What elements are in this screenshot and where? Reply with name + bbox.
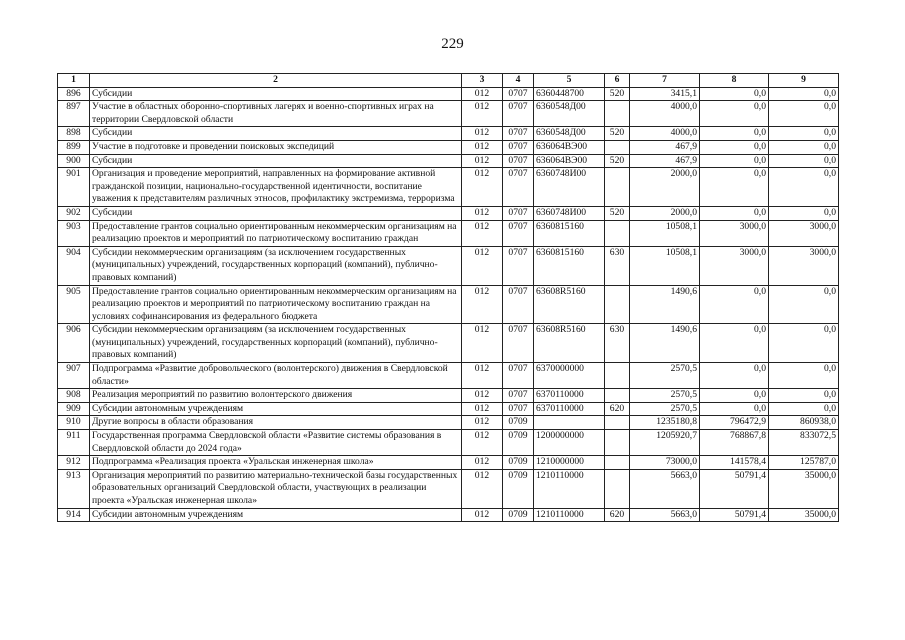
row-value-8: 0,0 bbox=[700, 402, 769, 416]
col-header-2: 2 bbox=[90, 74, 462, 88]
row-code-4: 0707 bbox=[503, 168, 534, 207]
row-code-3: 012 bbox=[462, 430, 503, 456]
row-number: 905 bbox=[58, 285, 90, 324]
row-number: 903 bbox=[58, 220, 90, 246]
row-number: 909 bbox=[58, 402, 90, 416]
row-value-8: 768867,8 bbox=[700, 430, 769, 456]
row-value-7: 4000,0 bbox=[630, 127, 700, 141]
row-name: Подпрограмма «Развитие добровольческого (волонтерского) движения в Свердловской области» bbox=[90, 363, 462, 389]
col-header-4: 4 bbox=[503, 74, 534, 88]
table-row bbox=[58, 154, 839, 168]
table-row bbox=[58, 469, 839, 508]
row-code-5: 1210000000 bbox=[534, 456, 605, 470]
row-value-7: 73000,0 bbox=[630, 456, 700, 470]
row-code-5: 6370110000 bbox=[534, 389, 605, 403]
row-name: Субсидии bbox=[90, 154, 462, 168]
row-value-8: 0,0 bbox=[700, 87, 769, 101]
row-code-5: 6360548Д00 bbox=[534, 127, 605, 141]
row-code-6 bbox=[605, 456, 630, 470]
table-row bbox=[58, 324, 839, 363]
row-value-7: 4000,0 bbox=[630, 101, 700, 127]
row-number: 906 bbox=[58, 324, 90, 363]
row-code-5: 636064ВЭ00 bbox=[534, 154, 605, 168]
row-value-8: 0,0 bbox=[700, 154, 769, 168]
row-code-6: 520 bbox=[605, 127, 630, 141]
row-code-4: 0707 bbox=[503, 206, 534, 220]
row-value-7: 2570,5 bbox=[630, 402, 700, 416]
row-code-6: 520 bbox=[605, 154, 630, 168]
row-value-8: 0,0 bbox=[700, 206, 769, 220]
budget-table bbox=[57, 73, 839, 522]
row-code-3: 012 bbox=[462, 140, 503, 154]
row-number: 907 bbox=[58, 363, 90, 389]
row-value-7: 1490,6 bbox=[630, 285, 700, 324]
row-value-9: 0,0 bbox=[769, 87, 839, 101]
row-value-8: 0,0 bbox=[700, 101, 769, 127]
row-name: Организация мероприятий по развитию материально-технической базы государственных образовательных организаций Свердловской области, участвующих в реализации проекта «Уральская инженерная школа» bbox=[90, 469, 462, 508]
row-name: Субсидии bbox=[90, 87, 462, 101]
row-code-5: 6370110000 bbox=[534, 402, 605, 416]
row-code-5: 63608R5160 bbox=[534, 285, 605, 324]
col-header-9: 9 bbox=[769, 74, 839, 88]
table-row bbox=[58, 206, 839, 220]
col-header-6: 6 bbox=[605, 74, 630, 88]
row-code-6 bbox=[605, 168, 630, 207]
row-code-4: 0707 bbox=[503, 127, 534, 141]
row-value-9: 0,0 bbox=[769, 285, 839, 324]
row-code-6: 620 bbox=[605, 508, 630, 522]
row-code-6: 630 bbox=[605, 246, 630, 285]
row-value-9: 860938,0 bbox=[769, 416, 839, 430]
row-code-3: 012 bbox=[462, 168, 503, 207]
row-code-3: 012 bbox=[462, 469, 503, 508]
table-row bbox=[58, 363, 839, 389]
row-code-3: 012 bbox=[462, 206, 503, 220]
table-row bbox=[58, 140, 839, 154]
row-number: 897 bbox=[58, 101, 90, 127]
row-value-7: 5663,0 bbox=[630, 508, 700, 522]
row-value-9: 0,0 bbox=[769, 363, 839, 389]
row-value-8: 0,0 bbox=[700, 140, 769, 154]
row-value-9: 0,0 bbox=[769, 402, 839, 416]
row-value-7: 467,9 bbox=[630, 140, 700, 154]
table-row bbox=[58, 101, 839, 127]
row-value-9: 0,0 bbox=[769, 140, 839, 154]
row-value-7: 467,9 bbox=[630, 154, 700, 168]
row-code-6 bbox=[605, 430, 630, 456]
row-value-8: 3000,0 bbox=[700, 220, 769, 246]
table-row bbox=[58, 456, 839, 470]
row-code-4: 0707 bbox=[503, 363, 534, 389]
table-row bbox=[58, 416, 839, 430]
row-code-5: 6370000000 bbox=[534, 363, 605, 389]
row-value-9: 125787,0 bbox=[769, 456, 839, 470]
row-code-6 bbox=[605, 220, 630, 246]
row-code-5: 63608R5160 bbox=[534, 324, 605, 363]
row-code-4: 0709 bbox=[503, 508, 534, 522]
row-name: Предоставление грантов социально ориентированным некоммерческим организациям на реализацию проектов и мероприятий по патриотическому воспитанию граждан на условиях софинансирования из федерального бюджета bbox=[90, 285, 462, 324]
row-value-7: 1205920,7 bbox=[630, 430, 700, 456]
row-code-4: 0707 bbox=[503, 140, 534, 154]
row-code-6: 520 bbox=[605, 87, 630, 101]
row-value-9: 0,0 bbox=[769, 101, 839, 127]
row-value-7: 5663,0 bbox=[630, 469, 700, 508]
col-header-3: 3 bbox=[462, 74, 503, 88]
row-code-5: 6360548Д00 bbox=[534, 101, 605, 127]
row-number: 900 bbox=[58, 154, 90, 168]
row-code-4: 0707 bbox=[503, 246, 534, 285]
table-header-row bbox=[58, 74, 839, 88]
row-code-4: 0709 bbox=[503, 456, 534, 470]
table-row bbox=[58, 87, 839, 101]
row-code-3: 012 bbox=[462, 246, 503, 285]
row-name: Субсидии некоммерческим организациям (за исключением государственных (муниципальных) учреждений, государственных корпораций (компаний), публично-правовых компаний) bbox=[90, 246, 462, 285]
row-value-7: 2000,0 bbox=[630, 168, 700, 207]
row-value-8: 50791,4 bbox=[700, 469, 769, 508]
row-code-4: 0707 bbox=[503, 324, 534, 363]
row-code-3: 012 bbox=[462, 324, 503, 363]
row-number: 898 bbox=[58, 127, 90, 141]
row-code-5: 6360815160 bbox=[534, 220, 605, 246]
row-code-6 bbox=[605, 101, 630, 127]
row-value-7: 2000,0 bbox=[630, 206, 700, 220]
row-code-5: 6360748И00 bbox=[534, 206, 605, 220]
row-code-6: 520 bbox=[605, 206, 630, 220]
row-number: 901 bbox=[58, 168, 90, 207]
row-code-6 bbox=[605, 389, 630, 403]
row-number: 902 bbox=[58, 206, 90, 220]
row-value-7: 1235180,8 bbox=[630, 416, 700, 430]
row-code-3: 012 bbox=[462, 154, 503, 168]
row-name: Субсидии автономным учреждениям bbox=[90, 508, 462, 522]
table-row bbox=[58, 285, 839, 324]
row-code-3: 012 bbox=[462, 416, 503, 430]
row-code-4: 0709 bbox=[503, 416, 534, 430]
row-value-9: 833072,5 bbox=[769, 430, 839, 456]
row-name: Другие вопросы в области образования bbox=[90, 416, 462, 430]
row-code-5 bbox=[534, 416, 605, 430]
row-code-4: 0707 bbox=[503, 220, 534, 246]
row-code-6 bbox=[605, 416, 630, 430]
row-number: 911 bbox=[58, 430, 90, 456]
row-value-8: 0,0 bbox=[700, 389, 769, 403]
row-number: 899 bbox=[58, 140, 90, 154]
row-code-5: 1210110000 bbox=[534, 469, 605, 508]
row-value-8: 0,0 bbox=[700, 363, 769, 389]
row-number: 913 bbox=[58, 469, 90, 508]
row-code-4: 0707 bbox=[503, 101, 534, 127]
row-code-5: 636064ВЭ00 bbox=[534, 140, 605, 154]
row-code-3: 012 bbox=[462, 285, 503, 324]
col-header-8: 8 bbox=[700, 74, 769, 88]
table-row bbox=[58, 389, 839, 403]
page-number: 229 bbox=[441, 36, 464, 52]
row-number: 908 bbox=[58, 389, 90, 403]
table-row bbox=[58, 168, 839, 207]
row-value-8: 0,0 bbox=[700, 127, 769, 141]
row-value-9: 0,0 bbox=[769, 389, 839, 403]
col-header-7: 7 bbox=[630, 74, 700, 88]
row-code-4: 0707 bbox=[503, 87, 534, 101]
row-value-9: 3000,0 bbox=[769, 220, 839, 246]
row-value-9: 0,0 bbox=[769, 127, 839, 141]
row-name: Субсидии bbox=[90, 127, 462, 141]
row-value-8: 141578,4 bbox=[700, 456, 769, 470]
table-row bbox=[58, 246, 839, 285]
row-code-3: 012 bbox=[462, 456, 503, 470]
row-code-6 bbox=[605, 285, 630, 324]
row-code-4: 0707 bbox=[503, 154, 534, 168]
row-code-4: 0707 bbox=[503, 285, 534, 324]
row-code-3: 012 bbox=[462, 363, 503, 389]
row-value-9: 35000,0 bbox=[769, 508, 839, 522]
row-value-7: 10508,1 bbox=[630, 246, 700, 285]
row-name: Подпрограмма «Реализация проекта «Уральская инженерная школа» bbox=[90, 456, 462, 470]
row-value-9: 0,0 bbox=[769, 324, 839, 363]
row-value-7: 1490,6 bbox=[630, 324, 700, 363]
row-code-6 bbox=[605, 363, 630, 389]
row-name: Субсидии bbox=[90, 206, 462, 220]
row-value-8: 0,0 bbox=[700, 324, 769, 363]
table-row bbox=[58, 127, 839, 141]
row-value-8: 796472,9 bbox=[700, 416, 769, 430]
row-number: 914 bbox=[58, 508, 90, 522]
col-header-1: 1 bbox=[58, 74, 90, 88]
row-value-7: 2570,5 bbox=[630, 389, 700, 403]
row-code-3: 012 bbox=[462, 87, 503, 101]
row-number: 896 bbox=[58, 87, 90, 101]
row-code-3: 012 bbox=[462, 127, 503, 141]
row-code-6: 630 bbox=[605, 324, 630, 363]
row-code-3: 012 bbox=[462, 389, 503, 403]
row-value-8: 0,0 bbox=[700, 168, 769, 207]
row-value-9: 0,0 bbox=[769, 154, 839, 168]
row-value-9: 0,0 bbox=[769, 206, 839, 220]
row-code-5: 6360748И00 bbox=[534, 168, 605, 207]
row-value-7: 2570,5 bbox=[630, 363, 700, 389]
row-name: Организация и проведение мероприятий, направленных на формирование активной гражданской позиции, национально-государственной идентичности, воспитание уважения к представителям различных этносов, профилактику экстремизма, терроризма bbox=[90, 168, 462, 207]
row-code-4: 0707 bbox=[503, 402, 534, 416]
table-row bbox=[58, 430, 839, 456]
row-value-9: 3000,0 bbox=[769, 246, 839, 285]
table-row bbox=[58, 220, 839, 246]
row-code-5: 6360815160 bbox=[534, 246, 605, 285]
table-row bbox=[58, 508, 839, 522]
row-value-7: 3415,1 bbox=[630, 87, 700, 101]
row-value-8: 3000,0 bbox=[700, 246, 769, 285]
row-value-9: 0,0 bbox=[769, 168, 839, 207]
col-header-5: 5 bbox=[534, 74, 605, 88]
row-code-5: 1200000000 bbox=[534, 430, 605, 456]
row-name: Субсидии автономным учреждениям bbox=[90, 402, 462, 416]
table-row bbox=[58, 402, 839, 416]
row-code-5: 1210110000 bbox=[534, 508, 605, 522]
row-value-9: 35000,0 bbox=[769, 469, 839, 508]
row-code-3: 012 bbox=[462, 101, 503, 127]
row-name: Участие в областных оборонно-спортивных лагерях и военно-спортивных играх на территории Свердловской области bbox=[90, 101, 462, 127]
row-code-5: 6360448700 bbox=[534, 87, 605, 101]
row-number: 910 bbox=[58, 416, 90, 430]
row-number: 904 bbox=[58, 246, 90, 285]
row-code-3: 012 bbox=[462, 508, 503, 522]
row-value-7: 10508,1 bbox=[630, 220, 700, 246]
row-name: Субсидии некоммерческим организациям (за исключением государственных (муниципальных) учреждений, государственных корпораций (компаний), публично-правовых компаний) bbox=[90, 324, 462, 363]
row-code-6: 620 bbox=[605, 402, 630, 416]
row-code-6 bbox=[605, 140, 630, 154]
table-body bbox=[58, 87, 839, 522]
row-name: Реализация мероприятий по развитию волонтерского движения bbox=[90, 389, 462, 403]
row-code-6 bbox=[605, 469, 630, 508]
row-name: Участие в подготовке и проведении поисковых экспедиций bbox=[90, 140, 462, 154]
row-code-4: 0709 bbox=[503, 469, 534, 508]
row-value-8: 50791,4 bbox=[700, 508, 769, 522]
row-value-8: 0,0 bbox=[700, 285, 769, 324]
row-name: Государственная программа Свердловской области «Развитие системы образования в Свердловской области до 2024 года» bbox=[90, 430, 462, 456]
row-name: Предоставление грантов социально ориентированным некоммерческим организациям на реализацию проектов и мероприятий по патриотическому воспитанию граждан bbox=[90, 220, 462, 246]
row-code-3: 012 bbox=[462, 220, 503, 246]
row-code-4: 0707 bbox=[503, 389, 534, 403]
row-code-4: 0709 bbox=[503, 430, 534, 456]
row-code-3: 012 bbox=[462, 402, 503, 416]
row-number: 912 bbox=[58, 456, 90, 470]
